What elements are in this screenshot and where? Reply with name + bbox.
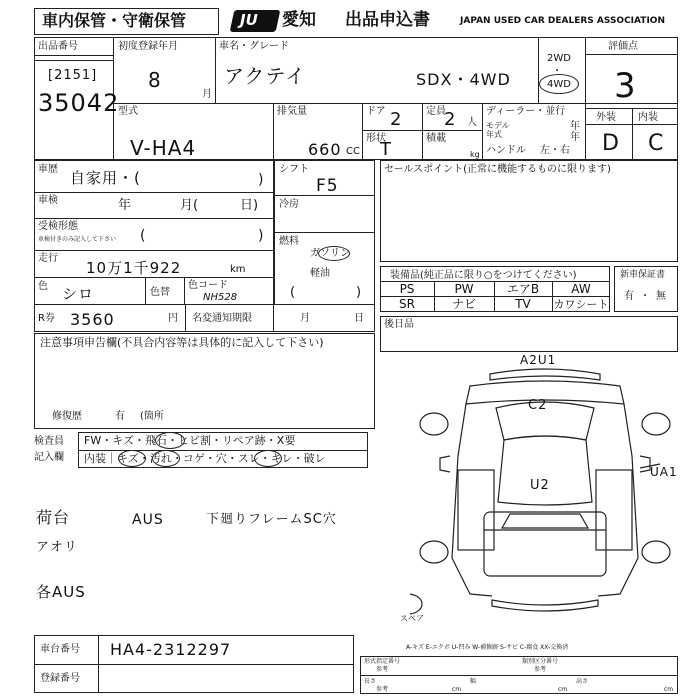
shift-label: シフト (279, 164, 309, 175)
length-unit: cm (452, 686, 462, 693)
shape-value: T (380, 139, 392, 160)
damage-legend: A-キズ E-エクボ U-凹み W-補修跡 S-サビ C-腐食 XX-交換済 (406, 644, 569, 651)
interior-label: 内装 (638, 112, 658, 123)
dealer-label: ディーラー・並行 (486, 106, 566, 117)
width-label: 幅 (470, 678, 477, 685)
chk-chip: 飛石 (145, 434, 167, 447)
displacement-value: 660 (308, 140, 342, 159)
lot-label: 出品番号 (38, 41, 78, 52)
note-bed: 荷台 (36, 508, 71, 527)
car-grade: SDX・4WD (416, 70, 511, 89)
height-unit: cm (664, 686, 674, 693)
ju-logo-text: JU (240, 11, 258, 29)
fuel-open: ( (290, 285, 296, 300)
exterior-grade: D (602, 131, 620, 156)
first-reg-label: 初度登録年月 (118, 41, 178, 52)
first-reg-unit: 月 (202, 89, 212, 100)
diagram-mark-top: A2U1 (520, 353, 557, 367)
lot-number: 35042 (38, 89, 120, 117)
chk-scratch: キズ (112, 434, 134, 447)
org-name: 愛知 (282, 10, 316, 30)
height-label: 高さ (576, 678, 589, 685)
chassis-value: HA4-2312297 (110, 640, 232, 659)
chk-fw: FW (84, 434, 102, 447)
notes-label: 注意事項申告欄(不具合内容等は具体的に記入して下さい) (40, 336, 324, 349)
ref-label-3: 参考 (376, 686, 389, 693)
r-ticket-value: 3560 (70, 310, 115, 329)
note-aus-1: AUS (132, 512, 164, 528)
warranty-label: 新車保証書 (620, 270, 666, 280)
fuel-label: 燃料 (279, 236, 299, 247)
note-gate: アオリ (36, 540, 78, 555)
width-unit: cm (558, 686, 568, 693)
model-value: V-HA4 (130, 136, 197, 160)
mileage-unit: km (230, 264, 246, 275)
repair-place: (箇所 (140, 411, 164, 422)
rating-overall: 3 (614, 66, 637, 106)
fuel-gasoline-circle (318, 246, 350, 261)
chassis-label: 車台番号 (40, 644, 80, 655)
warranty-no: 無 (656, 291, 666, 302)
diagram-mark-front: C2 (528, 398, 548, 413)
equip-ps: PS (399, 282, 415, 296)
car-name: アクテイ (224, 64, 306, 88)
wear-circle (254, 450, 282, 467)
handle-label: ハンドル (486, 145, 526, 156)
r-ticket-unit: 円 (168, 313, 178, 324)
reception-open: ( (140, 228, 146, 244)
chk-burn: コゲ (182, 452, 205, 465)
inspection-label: 車検 (38, 195, 58, 206)
chk-interior: 内装 (84, 452, 106, 465)
equip-sr: SR (399, 297, 415, 311)
inspector-label-1: 検査員 (34, 436, 64, 447)
equip-aw: AW (571, 282, 591, 296)
load-unit: kg (470, 150, 480, 159)
repair-value: 有 (115, 411, 125, 422)
chk-repair-mark: リペア跡 (222, 434, 266, 447)
warranty-yes: 有 (624, 291, 634, 302)
drive-4wd-circle (539, 74, 579, 94)
chk-tear: 破レ (303, 452, 326, 465)
displacement-label: 排気量 (277, 106, 307, 117)
model-label: 型式 (118, 106, 138, 117)
fuel-close: ) (356, 285, 362, 300)
fuel-diesel: 軽油 (310, 268, 330, 279)
later-items-frame (380, 316, 678, 352)
doors-value: 2 (390, 109, 403, 130)
inspector-interior-row: 内装｜キズ・汚れ・コゲ・穴・スレ・キレ・破レ (84, 452, 326, 465)
chk-cut: キレ (270, 452, 293, 465)
equipment-label: 装備品(純正品に限り○をつけてください) (390, 270, 577, 281)
ref-label-1: 参考 (376, 666, 389, 673)
year-unit-2: 年 (570, 132, 580, 143)
length-label: 長さ (364, 678, 377, 685)
drive-2wd: 2WD (547, 53, 571, 64)
first-reg-value: 8 (148, 68, 162, 92)
spare-label: スペア (400, 614, 424, 623)
inspector-exterior-row: FW・キズ・飛石・ヒビ割・リペア跡・X要 (84, 434, 296, 447)
reception-close: ) (258, 228, 264, 244)
capacity-label: 定員 (426, 106, 446, 117)
model-year-label: モデル年式 (486, 121, 510, 139)
exterior-label: 外装 (596, 112, 616, 123)
class-label: 類別区分番号 (522, 658, 559, 665)
reception-note: 車検付きのみ記入して下さい (38, 236, 117, 243)
car-name-label: 車名・グレード (219, 41, 289, 52)
diagram-mark-side: UA1 (650, 465, 678, 479)
history-value: 自家用・( (70, 169, 141, 187)
equip-airbag: エアB (506, 282, 540, 296)
int-scratch-circle (118, 450, 146, 467)
shape-label: 形状 (366, 133, 386, 144)
inspection-year: 年 (118, 198, 132, 213)
chip-circle (155, 432, 185, 449)
storage-note: 車内保管・守衛保管 (42, 11, 187, 30)
inspection-month: 月( (180, 198, 199, 213)
chk-x-needed: X要 (276, 434, 296, 447)
dirt-circle (149, 450, 180, 467)
chk-dirt: 汚れ (149, 452, 172, 465)
sales-point-label: セールスポイント(正常に機能するものに限ります) (384, 164, 611, 175)
equip-tv: TV (515, 297, 531, 311)
registration-label: 登録番号 (40, 673, 80, 684)
chk-int-scratch: キズ (117, 452, 139, 465)
color-code: NH528 (203, 292, 238, 303)
warranty-sep: ・ (640, 291, 650, 302)
interior-grade: C (648, 131, 665, 156)
chk-crack: ヒビ割 (178, 434, 211, 447)
chk-hole: 穴 (215, 452, 227, 465)
handle-options: 左・右 (540, 145, 570, 156)
lot-bracket-number: [2151] (48, 68, 98, 83)
equip-pw: PW (454, 282, 474, 296)
inspector-label-2: 記入欄 (34, 452, 64, 463)
equip-leather: カワシート (553, 298, 609, 311)
equip-navi: ナビ (451, 297, 476, 311)
note-underbody: 下廻りフレームSC穴 (206, 512, 337, 527)
mileage-label: 走行 (38, 253, 58, 264)
form-title: 出品申込書 (345, 10, 430, 30)
rating-label: 評価点 (608, 41, 638, 52)
form-spec-label: 形式指定番号 (364, 658, 401, 665)
drive-sep: ・ (552, 66, 562, 77)
later-items-label: 後日品 (384, 319, 414, 330)
displacement-unit: CC (346, 146, 360, 157)
history-label: 車歴 (38, 164, 58, 175)
repair-label: 修復歴 (52, 411, 82, 422)
capacity-unit: 人 (467, 117, 477, 128)
shift-value: F5 (316, 176, 339, 196)
r-ticket-label: R券 (38, 313, 55, 324)
load-label: 積載 (426, 133, 446, 144)
reception-label: 受検形態 (38, 221, 78, 232)
doors-label: ドア (366, 106, 386, 117)
color-code-label: 色コード (188, 280, 228, 291)
inspection-day: 日) (240, 198, 259, 213)
drive-4wd: 4WD (547, 79, 571, 90)
color-change-label: 色替 (150, 287, 170, 298)
history-close: ) (258, 172, 264, 188)
diagram-mark-cabin: U2 (530, 478, 550, 493)
english-name: JAPAN USED CAR DEALERS ASSOCIATION (460, 16, 665, 26)
color-value: シロ (62, 285, 95, 303)
mileage-value: 10万1千922 (86, 259, 182, 277)
year-unit-1: 年 (570, 121, 580, 132)
chk-wear: スレ (237, 452, 260, 465)
fuel-gasoline: ガソリン (310, 248, 350, 259)
name-change-label: 名変通知期限 (192, 313, 252, 324)
color-label: 色 (38, 281, 48, 292)
capacity-value: 2 (444, 109, 457, 130)
name-change-day: 日 (354, 313, 364, 324)
ref-label-2: 参考 (534, 666, 547, 673)
ac-label: 冷房 (279, 199, 299, 210)
sales-point-frame (380, 160, 678, 262)
name-change-month: 月 (300, 313, 310, 324)
note-each-aus: 各AUS (36, 583, 86, 601)
